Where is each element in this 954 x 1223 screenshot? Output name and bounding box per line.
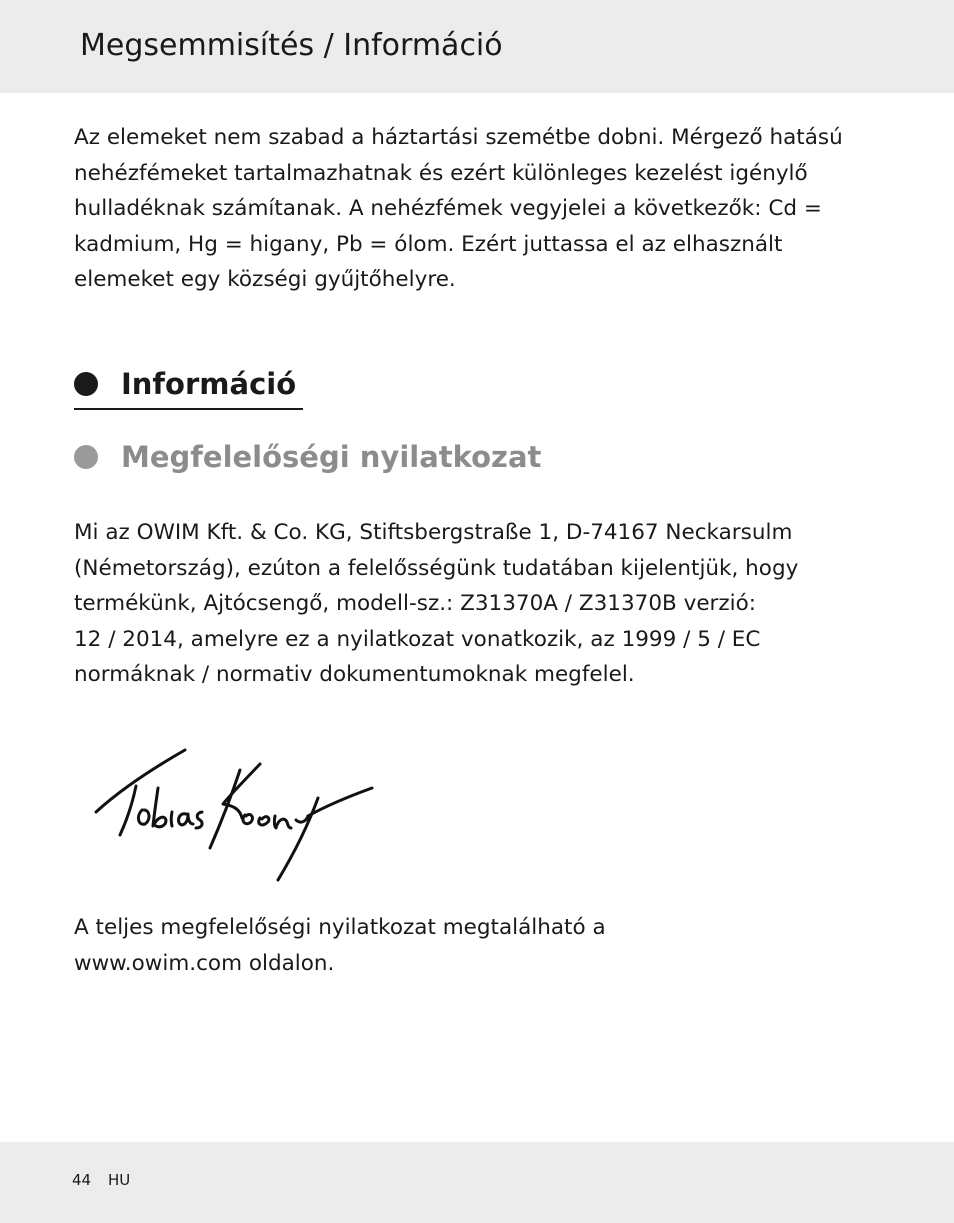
section-heading-label: Információ (121, 367, 297, 401)
section-heading-megfeleloseg (74, 440, 541, 475)
language-code: HU (108, 1171, 131, 1189)
paragraph-line: Mi az OWIM Kft. & Co. KG, Stiftsbergstraße 1, D-74167 Neckarsulm (74, 520, 793, 545)
section-heading-informacio (74, 367, 296, 402)
bullet-icon (74, 445, 98, 469)
heading-underline (74, 408, 303, 410)
paragraph-line: hulladéknak számítanak. A nehézfémek vegyjelei a következők: Cd = (74, 196, 822, 221)
paragraph-line: A teljes megfelelőségi nyilatkozat megtalálható a (74, 915, 606, 940)
paragraph-line: www.owim.com oldalon. (74, 950, 335, 976)
paragraph-line: 12 / 2014, amelyre ez a nyilatkozat vonatkozik, az 1999 / 5 / EC (74, 626, 761, 652)
header-band (0, 0, 954, 93)
signature-icon (90, 740, 390, 890)
paragraph-line: (Németország), ezúton a felelősségünk tudatában kijelentjük, hogy (74, 555, 799, 581)
paragraph-line: Az elemeket nem szabad a háztartási szemétbe dobni. Mérgező hatású (74, 125, 843, 150)
paragraph-line: normáknak / normativ dokumentumoknak megfelel. (74, 662, 635, 687)
page-number: 44 (72, 1171, 92, 1189)
disposal-paragraph (74, 120, 904, 298)
declaration-paragraph (74, 515, 904, 693)
paragraph-line: termékünk, Ajtócsengő, modell-sz.: Z31370A / Z31370B verzió: (74, 591, 757, 616)
section-heading-label: Megfelelőségi nyilatkozat (121, 440, 542, 474)
footer-band (0, 1142, 954, 1223)
reference-paragraph (74, 910, 904, 981)
paragraph-line: elemeket egy községi gyűjtőhelyre. (74, 267, 456, 292)
bullet-icon (74, 372, 98, 396)
page-title: Megsemmisítés / Információ (80, 28, 503, 63)
paragraph-line: kadmium, Hg = higany, Pb = ólom. Ezért juttassa el az elhasznált (74, 231, 783, 257)
paragraph-line: nehézfémeket tartalmazhatnak és ezért különleges kezelést igénylő (74, 160, 808, 186)
